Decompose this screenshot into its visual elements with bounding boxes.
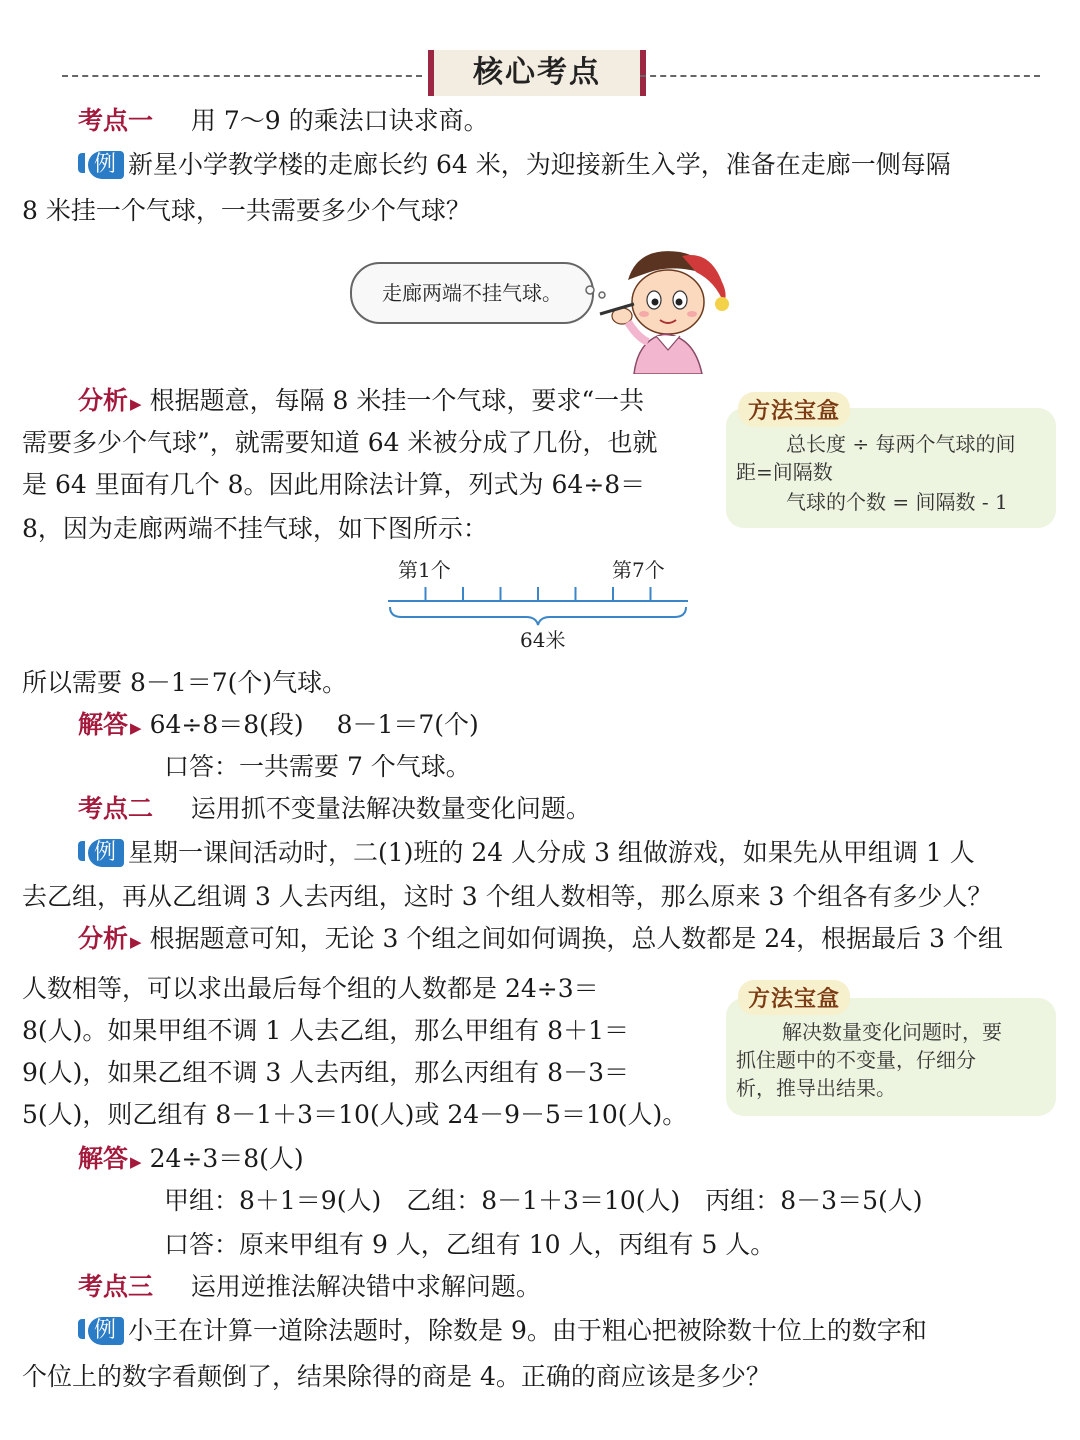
section1-conclusion: 所以需要 8－1＝7(个)气球。 [22, 668, 348, 697]
section2-analysis-line2: 人数相等，可以求出最后每个组的人数都是 24÷3＝ [22, 974, 599, 1003]
header-divider-left [62, 75, 422, 77]
tip-line: 气球的个数 = 间隔数 - 1 [786, 490, 1008, 514]
section1-text: 用 7～9 的乘法口诀求商。 [190, 106, 489, 135]
speech-bubble: 走廊两端不挂气球。 [350, 262, 594, 324]
section1-answer-line1 [78, 710, 479, 743]
triangle-right-icon: ▶ [130, 395, 142, 413]
section3-example-line2: 个位上的数字看颠倒了，结果除得的商是 4。正确的商应该是多少？ [22, 1362, 771, 1391]
method-tip-box [726, 998, 1056, 1116]
section2-answer-line1 [78, 1144, 304, 1177]
section2-tag: 考点二 [78, 794, 154, 823]
analysis-text: 根据题意可知，无论 3 个组之间如何调换，总人数都是 24，根据最后 3 个组 [149, 924, 1003, 953]
section1-analysis-line3: 是 64 里面有几个 8。因此用除法计算，列式为 64÷8＝ [22, 470, 646, 499]
tip-line: 析，推导出结果。 [736, 1076, 896, 1100]
triangle-right-icon: ▶ [130, 933, 142, 951]
method-tip-title: 方法宝盒 [738, 980, 850, 1015]
section3-tag: 考点三 [78, 1272, 154, 1301]
example-marker-icon [78, 1319, 85, 1339]
example-badge: 例 [88, 151, 124, 179]
section2-example-line2: 去乙组，再从乙组调 3 人去丙组，这时 3 个组人数相等，那么原来 3 个组各有多少人？ [22, 882, 993, 911]
section2-example-line1 [78, 838, 975, 869]
tick-marks [426, 587, 651, 601]
section2-analysis-line3: 8(人)。如果甲组不调 1 人去乙组，那么甲组有 8＋1＝ [22, 1016, 629, 1045]
example-badge: 例 [88, 1317, 124, 1345]
section1-answer-line2: 口答：一共需要 7 个气球。 [164, 752, 471, 781]
header-divider-right [640, 75, 1040, 77]
analysis-text: 根据题意，每隔 8 米挂一个气球，要求“一共 [149, 386, 645, 415]
tip-line: 距=间隔数 [736, 460, 833, 484]
section2-answer-tag: 解答 [78, 1144, 129, 1173]
section1-analysis-line1 [78, 386, 644, 419]
section2-heading [78, 794, 591, 824]
cartoon-student-icon [598, 242, 738, 374]
example-text: 星期一课间活动时，二(1)班的 24 人分成 3 组做游戏，如果先从甲组调 1 人 [128, 838, 975, 867]
last-balloon-label: 第7个 [612, 558, 665, 582]
answer-text: 24÷3＝8(人) [149, 1144, 304, 1173]
method-tip-title: 方法宝盒 [738, 392, 850, 427]
section1-tag: 考点一 [78, 106, 154, 135]
section1-analysis-tag: 分析 [78, 386, 129, 415]
section1-example-line2: 8 米挂一个气球，一共需要多少个气球？ [22, 196, 471, 225]
section3-heading [78, 1272, 541, 1302]
tip-line: 解决数量变化问题时，要 [782, 1020, 1002, 1044]
interval-diagram [380, 555, 700, 655]
example-badge: 例 [88, 839, 124, 867]
answer-text: 64÷8＝8(段) 8－1＝7(个) [149, 710, 479, 739]
section2-answer-line3: 口答：原来甲组有 9 人，乙组有 10 人，丙组有 5 人。 [164, 1230, 776, 1259]
triangle-right-icon: ▶ [130, 1153, 142, 1171]
section2-analysis-line5: 5(人)，则乙组有 8－1＋3＝10(人)或 24－9－5＝10(人)。 [22, 1100, 688, 1129]
section1-analysis-line2: 需要多少个气球”，就需要知道 64 米被分成了几份，也就 [22, 428, 658, 457]
example-text: 小王在计算一道除法题时，除数是 9。由于粗心把被除数十位上的数字和 [128, 1316, 927, 1345]
example-text: 新星小学教学楼的走廊长约 64 米，为迎接新生入学，准备在走廊一侧每隔 [128, 150, 951, 179]
page-title: 核心考点 [428, 50, 646, 96]
tip-line: 总长度 ÷ 每两个气球的间 [786, 432, 1016, 456]
section1-answer-tag: 解答 [78, 710, 129, 739]
length-brace [390, 607, 686, 625]
example-marker-icon [78, 841, 85, 861]
section1-example-line1 [78, 150, 951, 181]
section3-text: 运用逆推法解决错中求解问题。 [190, 1272, 541, 1301]
section1-heading [78, 106, 489, 136]
section1-analysis-line4: 8，因为走廊两端不挂气球，如下图所示： [22, 514, 488, 543]
tip-line: 抓住题中的不变量，仔细分 [736, 1048, 976, 1072]
section2-text: 运用抓不变量法解决数量变化问题。 [190, 794, 591, 823]
section3-example-line1 [78, 1316, 927, 1347]
section2-analysis-line1 [78, 924, 1003, 957]
triangle-right-icon: ▶ [130, 719, 142, 737]
section2-analysis-line4: 9(人)，如果乙组不调 3 人去丙组，那么丙组有 8－3＝ [22, 1058, 629, 1087]
length-label: 64米 [520, 628, 566, 652]
example-marker-icon [78, 153, 85, 173]
section2-analysis-tag: 分析 [78, 924, 129, 953]
first-balloon-label: 第1个 [398, 558, 451, 582]
section2-answer-line2: 甲组：8＋1＝9(人) 乙组：8－1＋3＝10(人) 丙组：8－3＝5(人) [164, 1186, 923, 1215]
